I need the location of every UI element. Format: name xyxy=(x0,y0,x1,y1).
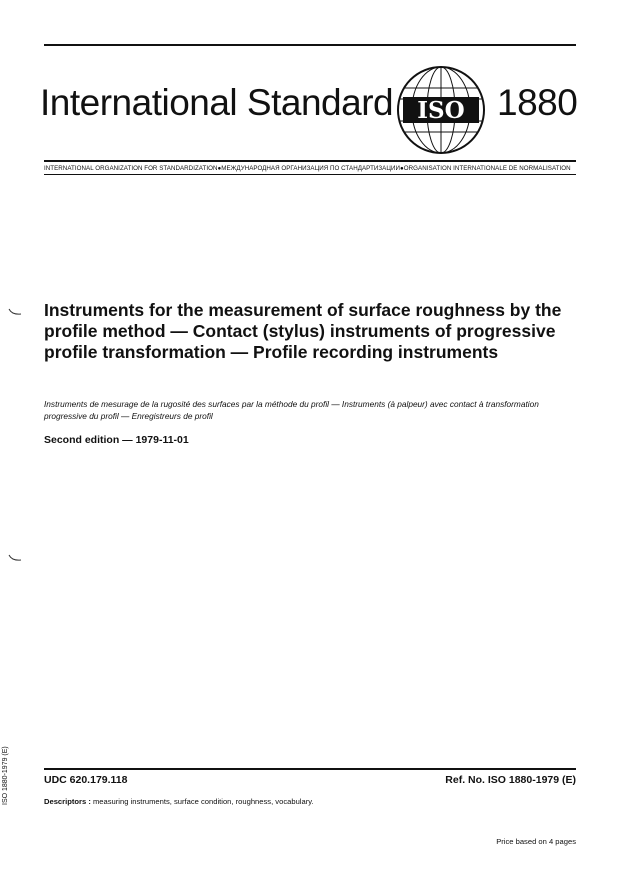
edition-date: Second edition — 1979-11-01 xyxy=(44,434,189,446)
header-rule-thin xyxy=(44,174,576,175)
udc-number: UDC 620.179.118 xyxy=(44,774,128,786)
footer-rule xyxy=(44,768,576,770)
side-reference: ISO 1880-1979 (E) xyxy=(2,746,9,805)
descriptors-text: measuring instruments, surface condition, roughness, vocabulary. xyxy=(92,797,314,806)
organization-line: INTERNATIONAL ORGANIZATION FOR STANDARDIZATION●МЕЖДУНАРОДНАЯ ОРГАНИЗАЦИЯ ПО СТАНДАРТИЗАЦИИ●ORGANISATION INTERNATIONALE DE NORMALISATION xyxy=(44,165,571,172)
standard-number: 1880 xyxy=(497,82,578,123)
price-note: Price based on 4 pages xyxy=(496,837,576,846)
descriptors-label: Descriptors : xyxy=(44,797,91,806)
descriptors xyxy=(44,797,314,806)
logo-text: ISO xyxy=(417,97,465,124)
document-title: Instruments for the measurement of surface roughness by the profile method — Contact (stylus) instruments of progressive profile transformation — Profile recording instruments xyxy=(44,300,562,362)
header-title: International Standard xyxy=(40,82,394,123)
header-rule xyxy=(44,160,576,162)
top-rule xyxy=(44,44,576,46)
margin-mark xyxy=(8,553,22,563)
french-title: Instruments de mesurage de la rugosité des surfaces par la méthode du profil — Instruments (à palpeur) avec contact à transformation progressive du profil — Enregistreurs de profil xyxy=(44,399,539,421)
reference-number: Ref. No. ISO 1880-1979 (E) xyxy=(445,774,576,786)
margin-mark xyxy=(8,307,22,317)
iso-logo xyxy=(395,64,487,156)
